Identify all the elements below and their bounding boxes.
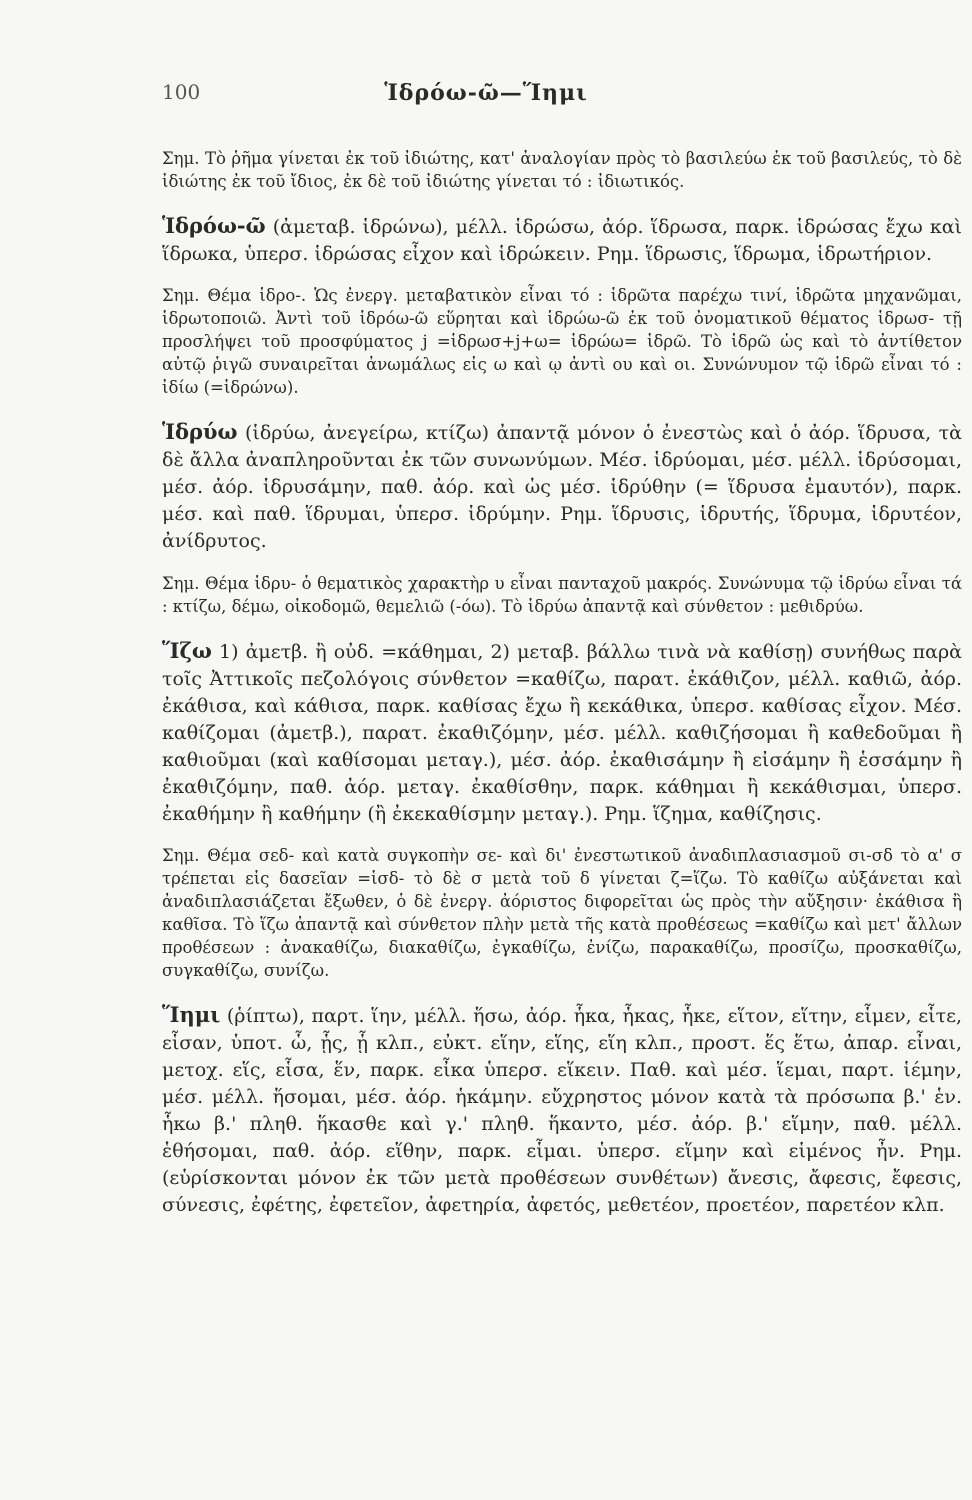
running-head: Ἱδρόω-ῶ—Ἵημι xyxy=(384,80,588,106)
page-header xyxy=(0,80,972,110)
note-izo: Σημ. Θέμα σεδ- καὶ κατὰ συγκοπὴν σε- καὶ δι' ἐνεστωτικοῦ ἀναδιπλασιασμοῦ σι-σδ τὸ α' σ τρέπεται εἰς δασεῖαν =ἱσδ- τὸ δὲ σ μετὰ τοῦ δ γίνεται ζ=ἵζω. Τὸ καθίζω αὐξάνεται καὶ ἀναδιπλασιάζεται ἔξωθεν, ὁ δὲ ἐνεργ. ἀόριστος διφορεῖται ὡς πρὸς τὴν αὔξησιν· ἐκάθισα ἢ καθῖσα. Τὸ ἵζω ἀπαντᾷ καὶ σύνθετον πλὴν μετὰ τῆς κατὰ προθέσεως =καθίζω καὶ μετ' ἄλλων προθέσεων : ἀνακαθίζω, διακαθίζω, ἐγκαθίζω, ἐνίζω, παρακαθίζω, προσίζω, προσκαθίζω, συγκαθίζω, συνίζω. xyxy=(162,846,962,980)
entry-body: (ἱδρύω, ἀνεγείρω, κτίζω) ἀπαντᾷ μόνον ὁ ἐνεστὼς καὶ ὁ ἀόρ. ἵδρυσα, τὰ δὲ ἄλλα ἀναπληροῦνται ἐκ τῶν συνωνύμων. Μέσ. ἱδρύομαι, μέσ. μέλλ. ἱδρύσομαι, μέσ. ἀόρ. ἱδρυσάμην, παθ. ἀόρ. καὶ ὡς μέσ. ἱδρύθην (= ἵδρυσα ἐμαυτόν), παρκ. μέσ. καὶ παθ. ἵδρυμαι, ὑπερσ. ἱδρύμην. Ρημ. ἵδρυσις, ἱδρυτής, ἵδρυμα, ἱδρυτέον, ἀνίδρυτος. xyxy=(162,422,962,552)
entry-body: (ἀμεταβ. ἱδρώνω), μέλλ. ἱδρώσω, ἀόρ. ἵδρωσα, παρκ. ἱδρώσας ἔχω καὶ ἵδρωκα, ὑπερσ. ἱδρώσας εἶχον καὶ ἱδρώκειν. Ρημ. ἵδρωσις, ἵδρωμα, ἱδρωτήριον. xyxy=(162,215,962,265)
entry-idroo xyxy=(162,212,962,268)
entry-body: (ῥίπτω), παρτ. ἵην, μέλλ. ἥσω, ἀόρ. ἧκα, ἧκας, ἧκε, εἵτον, εἵτην, εἷμεν, εἷτε, εἷσαν, ὑποτ. ὧ, ᾗς, ᾗ κλπ., εὐκτ. εἵην, εἵης, εἵη κλπ., προστ. ἕς ἕτω, ἀπαρ. εἶναι, μετοχ. εἵς, εἷσα, ἕν, παρκ. εἶκα ὑπερσ. εἵκειν. Παθ. καὶ μέσ. ἵεμαι, παρτ. ἱέμην, μέσ. μέλλ. ἥσομαι, μέσ. ἀόρ. ἡκάμην. εὔχρηστος μόνον κατὰ τὰ πρόσωπα β.' ἑν. ἧκω β.' πληθ. ἥκασθε καὶ γ.' πληθ. ἥκαντο, μέσ. ἀόρ. β.' εἵμην, παθ. μέλλ. ἑθήσομαι, παθ. ἀόρ. εἵθην, παρκ. εἷμαι. ὑπερσ. εἵμην καὶ εἱμένος ἦν. Ρημ. (εὑρίσκονται μόνον ἐκ τῶν μετὰ προθέσεων συνθέτων) ἄνεσις, ἄφεσις, ἔφεσις, σύνεσις, ἐφέτης, ἐφετεῖον, ἀφετηρία, ἀφετός, μεθετέον, προετέον, παρετέον κλπ. xyxy=(162,1005,962,1216)
note-idiotikos: Σημ. Τὸ ῥῆμα γίνεται ἐκ τοῦ ἰδιώτης, κατ' ἀναλογίαν πρὸς τὸ βασιλεύω ἐκ τοῦ βασιλεύς, τὸ δὲ ἰδιώτης ἐκ τοῦ ἴδιος, ἐκ δὲ τοῦ ἰδιώτης γίνεται τό : ἰδιωτικός. xyxy=(162,148,962,191)
entry-idryo xyxy=(162,418,962,555)
entry-iemi xyxy=(162,1001,962,1219)
note-idroo: Σημ. Θέμα ἱδρο-. Ὡς ἐνεργ. μεταβατικὸν εἶναι τό : ἱδρῶτα παρέχω τινί, ἱδρῶτα μηχανῶμαι, ἱδρωτοποιῶ. Ἀντὶ τοῦ ἱδρόω-ῶ εὕρηται καὶ ἱδρώω-ῶ ἐκ τοῦ ὀνοματικοῦ θέματος ἱδρωσ- τῇ προσλήψει τοῦ προσφύματος j =ἱδρωσ+j+ω= ἱδρώω= ἱδρῶ. Τὸ ἱδρῶ ὡς καὶ τὸ ἀντίθετον αὐτῷ ῥιγῶ συναιρεῖται ἀνωμάλως εἰς ω καὶ ῳ ἀντὶ ου καὶ οι. Συνώνυμον τῷ ἱδρῶ εἶναι τό : ἰδίω (=ἱδρώνω). xyxy=(162,286,962,397)
lemma-headword: Ἱδρύω xyxy=(162,419,238,444)
lemma-headword: Ἵημι xyxy=(162,1002,221,1027)
lemma-headword: Ἱδρόω-ῶ xyxy=(162,212,266,238)
note-idryo: Σημ. Θέμα ἱδρυ- ὁ θεματικὸς χαρακτὴρ υ εἶναι πανταχοῦ μακρός. Συνώνυμα τῷ ἱδρύω εἶναι τά : κτίζω, δέμω, οἰκοδομῶ, θεμελιῶ (-όω). Τὸ ἱδρύω ἀπαντᾷ καὶ σύνθετον : μεθιδρύω. xyxy=(162,573,962,616)
lemma-headword: Ἵζω xyxy=(162,637,212,663)
page-content xyxy=(162,130,962,1233)
entry-izo xyxy=(162,637,962,828)
entry-body: 1) ἀμετβ. ἢ οὐδ. =κάθημαι, 2) μεταβ. βάλλω τινὰ νὰ καθίσῃ) συνήθως παρὰ τοῖς Ἀττικοῖς πεζολόγοις σύνθετον =καθίζω, παρατ. ἐκάθιζον, μέλλ. καθιῶ, ἀόρ. ἐκάθισα, καὶ κάθισα, παρκ. καθίσας ἔχω ἢ κεκάθικα, ὑπερσ. καθίσας εἶχον. Μέσ. καθίζομαι (ἀμετβ.), παρατ. ἐκαθιζόμην, μέσ. μέλλ. καθιζήσομαι ἢ καθεδοῦμαι ἢ καθιοῦμαι (καὶ καθίσομαι μεταγ.), μέσ. ἀόρ. ἐκαθισάμην ἢ εἰσάμην ἢ ἑσσάμην ἢ ἐκαθιζόμην, παθ. ἀόρ. μεταγ. ἐκαθίσθην, παρκ. κάθημαι ἢ κεκάθισμαι, ὑπερσ. ἐκαθήμην ἢ καθήμην (ἢ ἐκεκαθίσμην μεταγ.). Ρημ. ἵζημα, καθίζησις. xyxy=(162,640,962,825)
page-number: 100 xyxy=(162,80,201,104)
